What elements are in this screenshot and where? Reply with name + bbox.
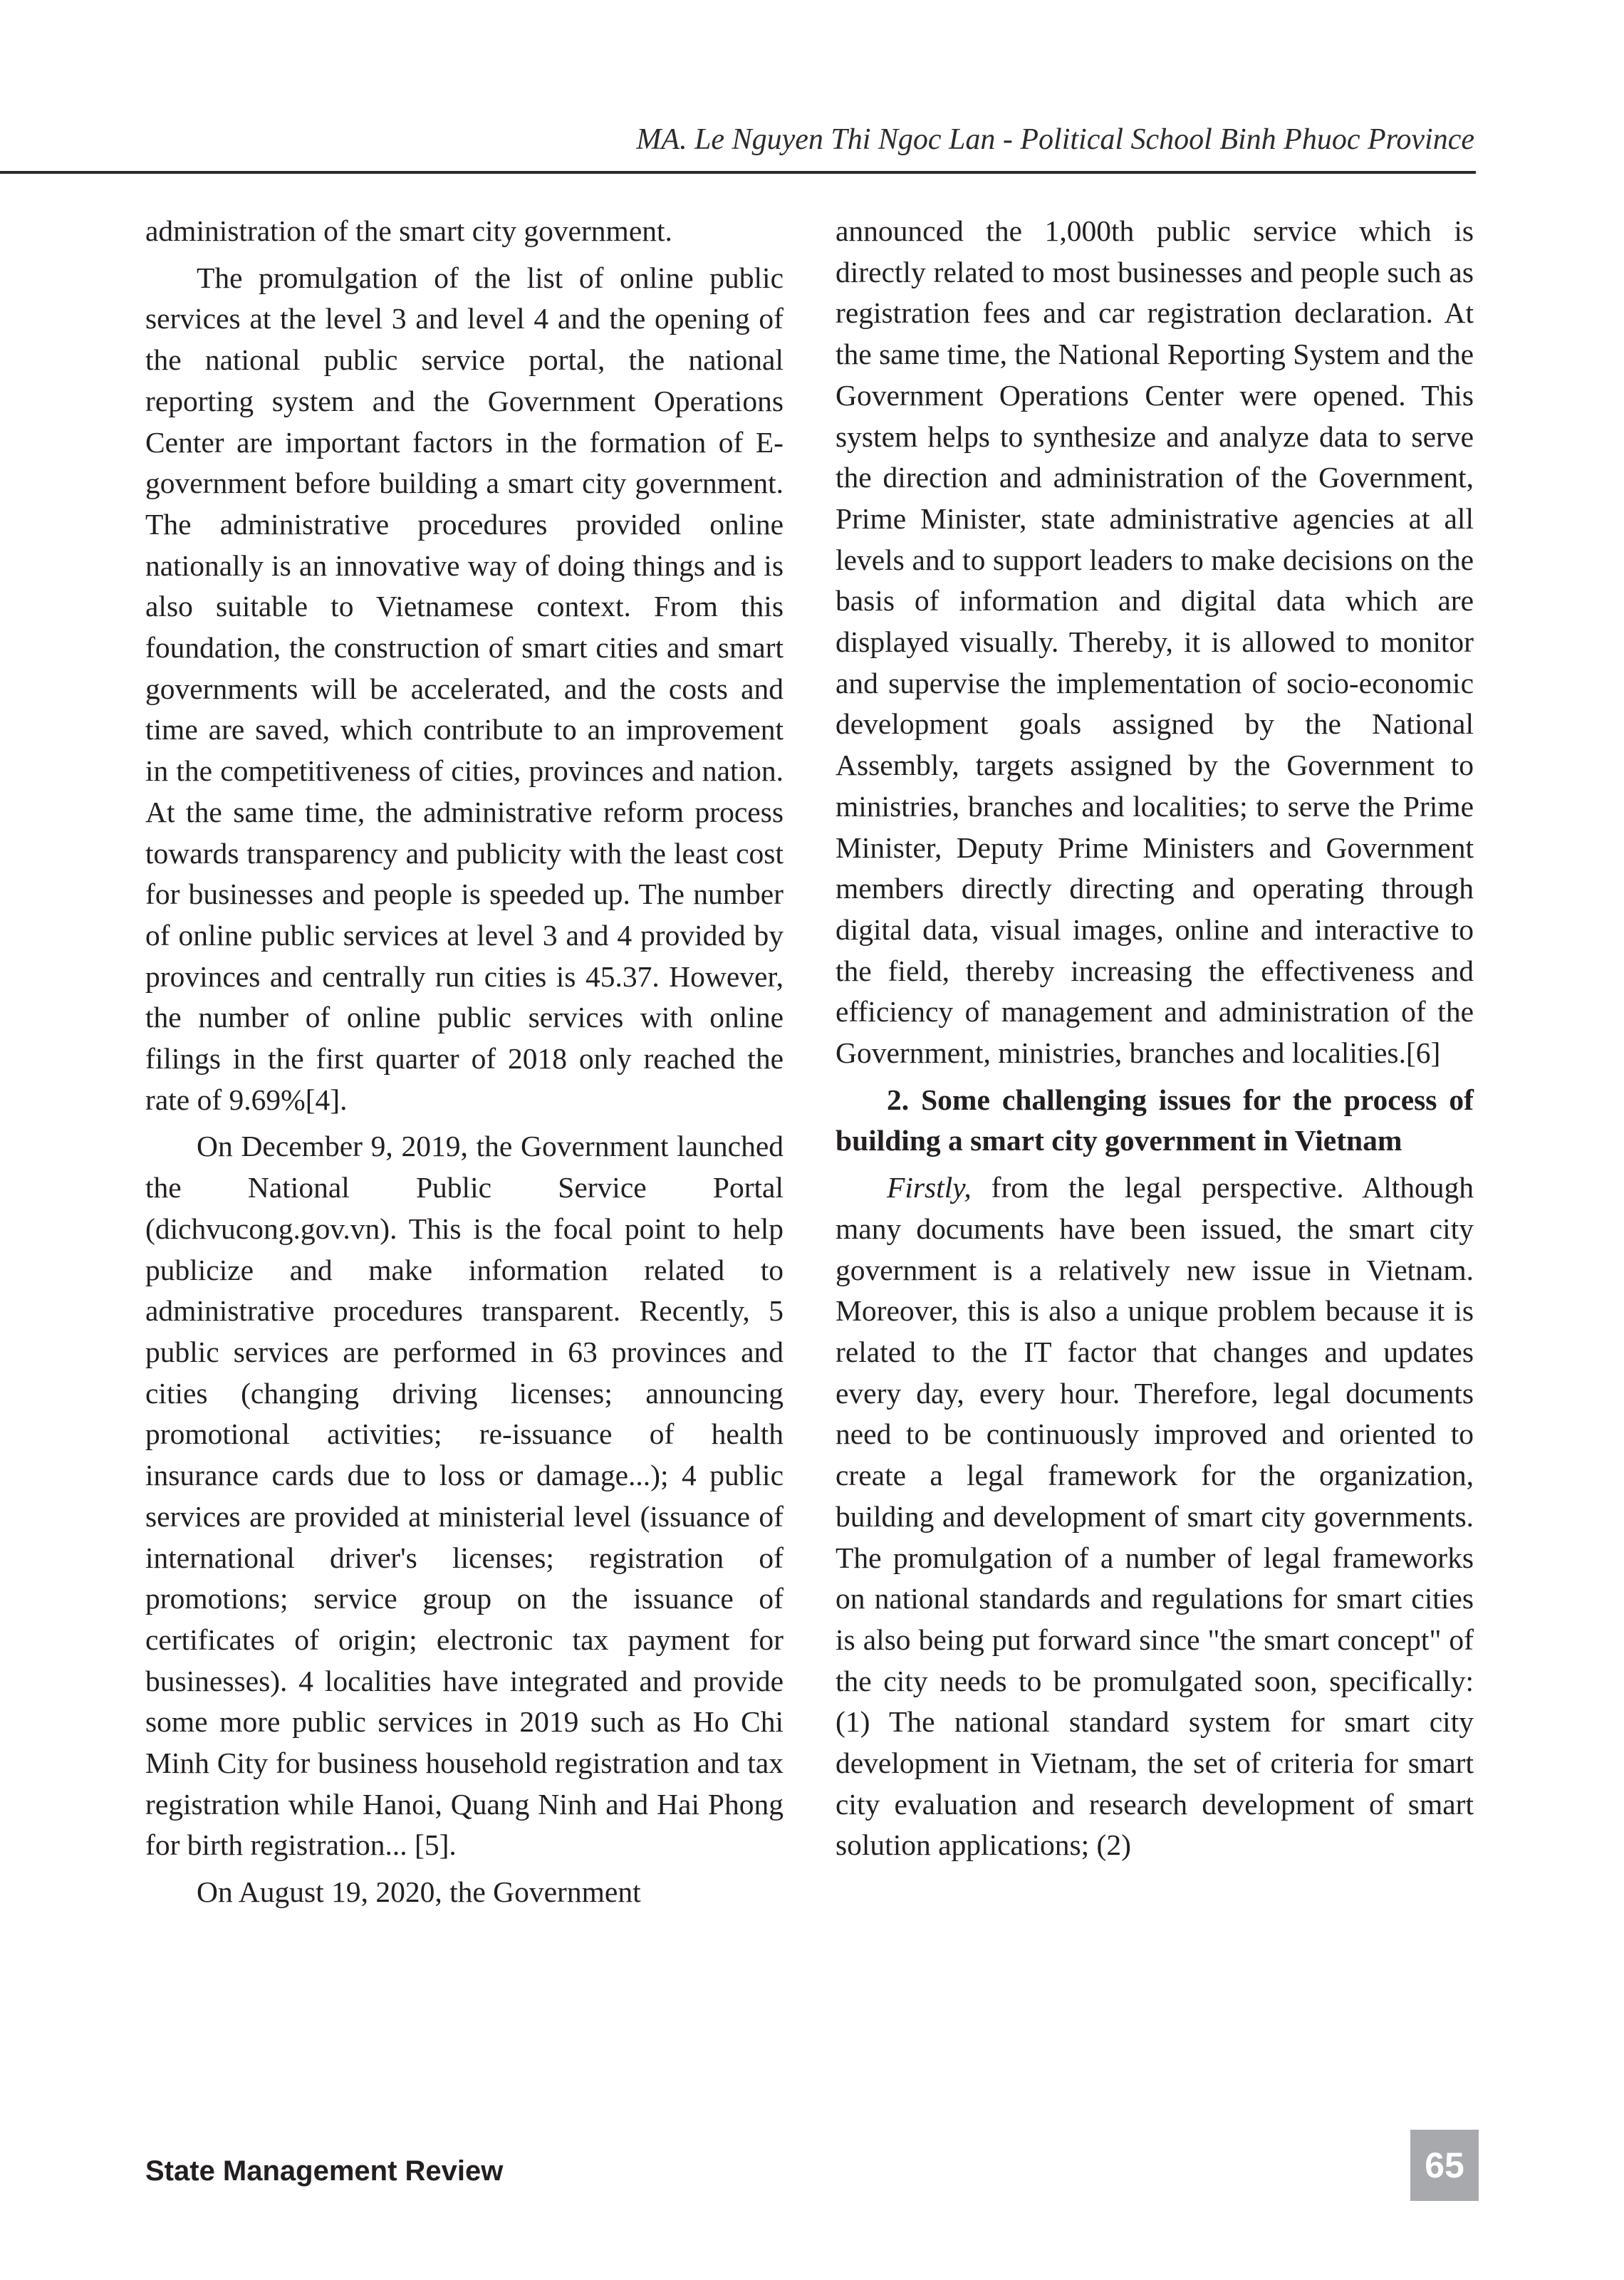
paragraph: [836, 1167, 1474, 1866]
left-column: [145, 211, 784, 1919]
running-header: MA. Le Nguyen Thi Ngoc Lan - Political School Binh Phuoc Province: [636, 123, 1474, 156]
paragraph-lead-word: Firstly,: [887, 1171, 972, 1204]
paragraph: On December 9, 2019, the Government launched the National Public Service Portal (dichvucong.gov.vn). This is the focal point to help publicize and make information related to administrative procedures transparent. Recently, 5 public services are performed in 63 provinces and cities (changing driving licenses; announcing promotional activities; re-issuance of health insurance cards due to loss or damage...); 4 public services are provided at ministerial level (issuance of international driver's licenses; registration of promotions; service group on the issuance of certificates of origin; electronic tax payment for businesses). 4 localities have integrated and provide some more public services in 2019 such as Ho Chi Minh City for business household registration and tax registration while Hanoi, Quang Ninh and Hai Phong for birth registration... [5].: [145, 1130, 784, 1862]
paragraph: administration of the smart city government.: [145, 214, 672, 247]
page-number: 65: [1410, 2130, 1479, 2201]
right-column: [836, 211, 1474, 1872]
header-rule: [0, 171, 1476, 174]
paragraph: announced the 1,000th public service which is directly related to most businesses and people such as registration fees and car registration declaration. At the same time, the National Reporting System and the Government Operations Center were opened. This system helps to synthesize and analyze data to serve the direction and administration of the Government, Prime Minister, state administrative agencies at all levels and to support leaders to make decisions on the basis of information and digital data which are displayed visually. Thereby, it is allowed to monitor and supervise the implementation of socio-economic development goals assigned by the National Assembly, targets assigned by the Government to ministries, branches and localities; to serve the Prime Minister, Deputy Prime Ministers and Government members directly directing and operating through digital data, visual images, online and interactive to the field, thereby increasing the effectiveness and efficiency of management and administration of the Government, ministries, branches and localities.[6]: [836, 214, 1474, 1070]
paragraph: On August 19, 2020, the Government: [197, 1875, 641, 1909]
paragraph: The promulgation of the list of online public services at the level 3 and level 4 and the opening of the national public service portal, the national reporting system and the Government Operations Center are important factors in the formation of E-government before building a smart city government. The administrative procedures provided online nationally is an innovative way of doing things and is also suitable to Vietnamese context. From this foundation, the construction of smart cities and smart governments will be accelerated, and the costs and time are saved, which contribute to an improvement in the competitiveness of cities, provinces and nation. At the same time, the administrative reform process towards transparency and publicity with the least cost for businesses and people is speeded up. The number of online public services at level 3 and 4 provided by provinces and centrally run cities is 45.37. However, the number of online public services with online filings in the first quarter of 2018 only reached the rate of 9.69%[4].: [145, 261, 784, 1116]
section-heading: 2. Some challenging issues for the process of building a smart city government in Vietnam: [836, 1083, 1474, 1157]
paragraph-body: from the legal perspective. Although many documents have been issued, the smart city government is a relatively new issue in Vietnam. Moreover, this is also a unique problem because it is related to the IT factor that changes and updates every day, every hour. Therefore, legal documents need to be continuously improved and oriented to create a legal framework for the organization, building and development of smart city governments. The promulgation of a number of legal frameworks on national standards and regulations for smart cities is also being put forward since "the smart concept" of the city needs to be promulgated soon, specifically: (1) The national standard system for smart city development in Vietnam, the set of criteria for smart city evaluation and research development of smart solution applications; (2): [836, 1171, 1474, 1862]
journal-name: State Management Review: [145, 2155, 504, 2187]
